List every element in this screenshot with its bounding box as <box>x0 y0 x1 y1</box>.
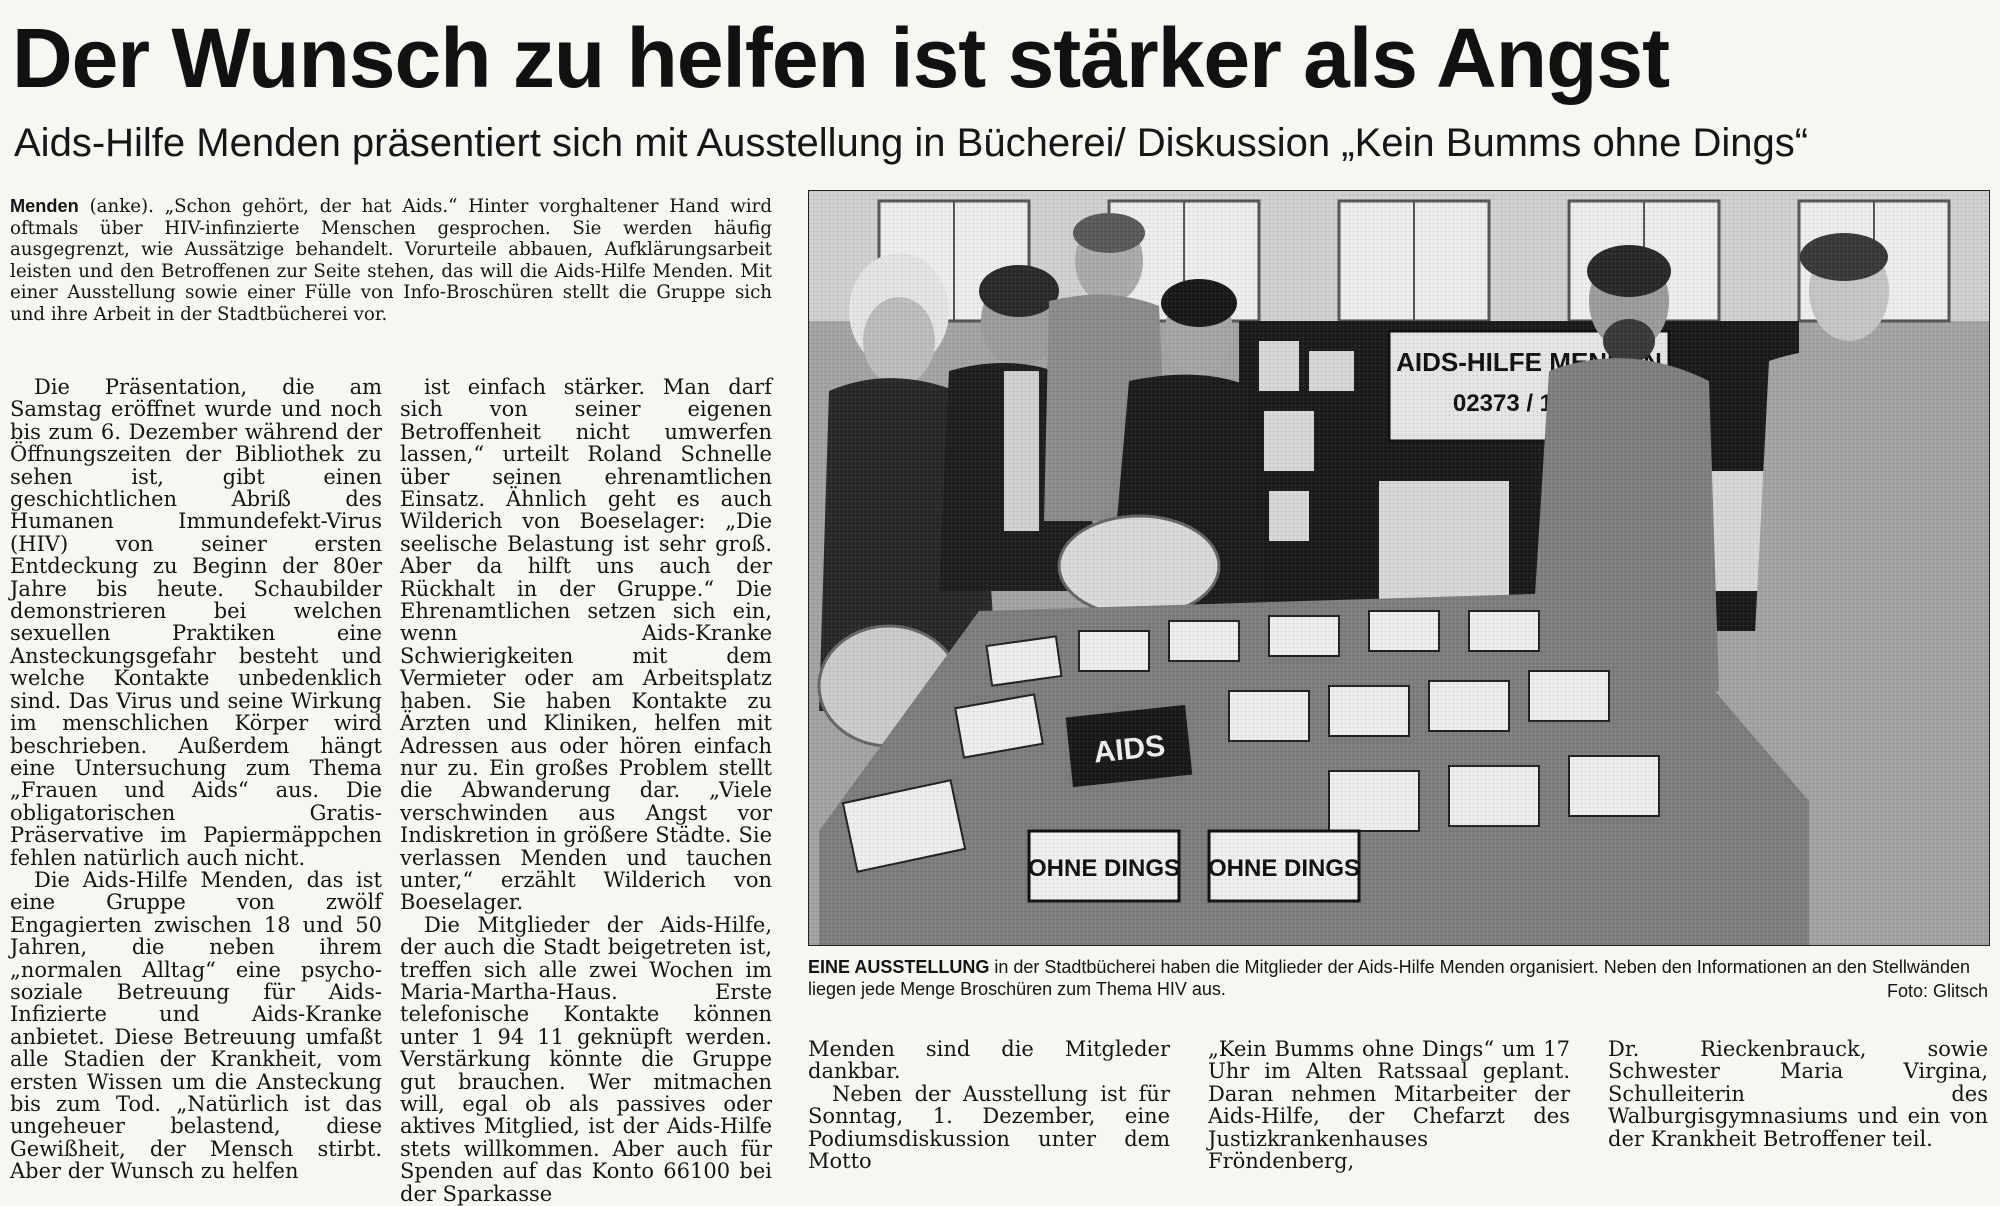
article-column-3 <box>808 1038 1170 1172</box>
paragraph: Dr. Rieckenbrauck, sowie Schwester Maria Virgina, Schulleiterin des Walburgisgymnasiums und ein von der Krankheit Betroffener teil. <box>1608 1037 1988 1151</box>
photo-credit: Foto: Glitsch <box>1886 981 1988 1001</box>
article-column-4 <box>1208 1038 1570 1172</box>
paragraph: Neben der Ausstellung ist für Sonntag, 1. Dezember, eine Podiumsdiskussion unter dem Motto <box>808 1081 1170 1174</box>
caption-text: in der Stadtbücherei haben die Mitglieder der Aids-Hilfe Menden organisiert. Neben den Informationen an den Stellwänden liegen jede Menge Broschüren zum Thema HIV aus. <box>808 957 1970 999</box>
paragraph: Die Präsentation, die am Samstag eröffnet wurde und noch bis zum 6. Dezember während der Öffnungszeiten der Bibliothek zu sehen ist, gibt einen geschichtlichen Abriß des Humanen Immundefekt-Virus (HIV) von seiner ersten Entdeckung zu Beginn der 80er Jahre bis heute. Schaubilder demonstrieren bei welchen sexuellen Praktiken eine Ansteckungsgefahr besteht und welche Kontakte unbedenklich sind. Das Virus und seine Wirkung im menschlichen Körper wird beschrieben. Außerdem hängt eine Untersuchung zum Thema „Frauen und Aids“ aus. Die obligatorischen Gratis-Präservative im Papiermäppchen fehlen natürlich auch nicht. <box>10 375 382 870</box>
article-column-5 <box>1608 1038 1988 1150</box>
exhibition-photo <box>808 190 1990 946</box>
paragraph: Die Aids-Hilfe Menden, das ist eine Gruppe von zwölf Engagierten zwischen 18 und 50 Jahren, die neben ihrem „normalen Alltag“ eine psycho-soziale Betreuung für Aids-Infizierte und Aids-Kranke anbietet. Diese Betreuung umfaßt alle Stadien der Krankheit, vom ersten Wissen um die Ansteckung bis zum Tod. „Natürlich ist das ungeheuer belastend, diese Gewißheit, der Mensch stirbt. Aber der Wunsch zu helfen <box>10 867 382 1184</box>
article-column-2 <box>400 376 772 1205</box>
article-column-1 <box>10 376 382 1183</box>
caption-lead: EINE AUSSTELLUNG <box>808 957 990 977</box>
paragraph: „Kein Bumms ohne Dings“ um 17 Uhr im Alten Ratssaal geplant. Daran nehmen Mitarbeiter der Aids-Hilfe, der Chefarzt des Justizkrankenhauses Fröndenberg, <box>1208 1037 1570 1174</box>
paragraph: ist einfach stärker. Man darf sich von seiner eigenen Betroffenheit nicht umwerfen lassen,“ urteilt Roland Schnelle über seinen ehrenamtlichen Einsatz. Ähnlich geht es auch Wilderich von Boeselager: „Die seelische Belastung ist sehr groß. Aber da hilft uns auch der Rückhalt in der Gruppe.“ Die Ehrenamtlichen setzen sich ein, wenn Aids-Kranke Schwierigkeiten mit dem Vermieter oder am Arbeitsplatz haben. Sie haben Kontakte zu Ärzten und Kliniken, helfen mit Adressen aus oder hören einfach nur zu. Ein großes Problem stellt die Abwanderung dar. „Viele verschwinden aus Angst vor Indiskretion in größere Städte. Sie verlassen Menden und tauchen unter,“ erzählt Wilderich von Boeselager. <box>400 375 772 915</box>
paragraph: Menden sind die Mitgleder dankbar. <box>808 1037 1170 1084</box>
subheadline: Aids-Hilfe Menden präsentiert sich mit Ausstellung in Bücherei/ Diskussion „Kein Bumms ohne Dings“ <box>14 121 1809 165</box>
lead-text: (anke). „Schon gehört, der hat Aids.“ Hinter vorghaltener Hand wird oftmals über HIV-infinzierte Menschen gesprochen. Sie werden häufig ausgegrenzt, wie Aussätzige behandelt. Vorurteile abbauen, Aufklärungsarbeit leisten und den Betroffenen zur Seite stehen, das will die Aids-Hilfe Menden. Mit einer Ausstellung sowie einer Fülle von Info-Broschüren stellt die Gruppe sich und ihre Arbeit in der Stadtbücherei vor. <box>10 196 772 325</box>
lead-paragraph <box>10 196 772 326</box>
dateline: Menden <box>10 196 79 216</box>
photo-grain <box>809 191 1989 945</box>
photo-illustration <box>809 191 1989 945</box>
photo-caption <box>808 956 1988 1000</box>
headline: Der Wunsch zu helfen ist stärker als Angst <box>12 11 1670 105</box>
paragraph: Die Mitglieder der Aids-Hilfe, der auch die Stadt beigetreten ist, treffen sich alle zwei Wochen im Maria-Martha-Haus. Erste telefonische Kontakte können unter 1 94 11 geknüpft werden. Verstärkung könnte die Gruppe gut brauchen. Wer mitmachen will, egal ob als passives oder aktives Mitglied, ist der Aids-Hilfe stets willkommen. Aber auch für Spenden auf das Konto 66100 bei der Sparkasse <box>400 912 772 1206</box>
